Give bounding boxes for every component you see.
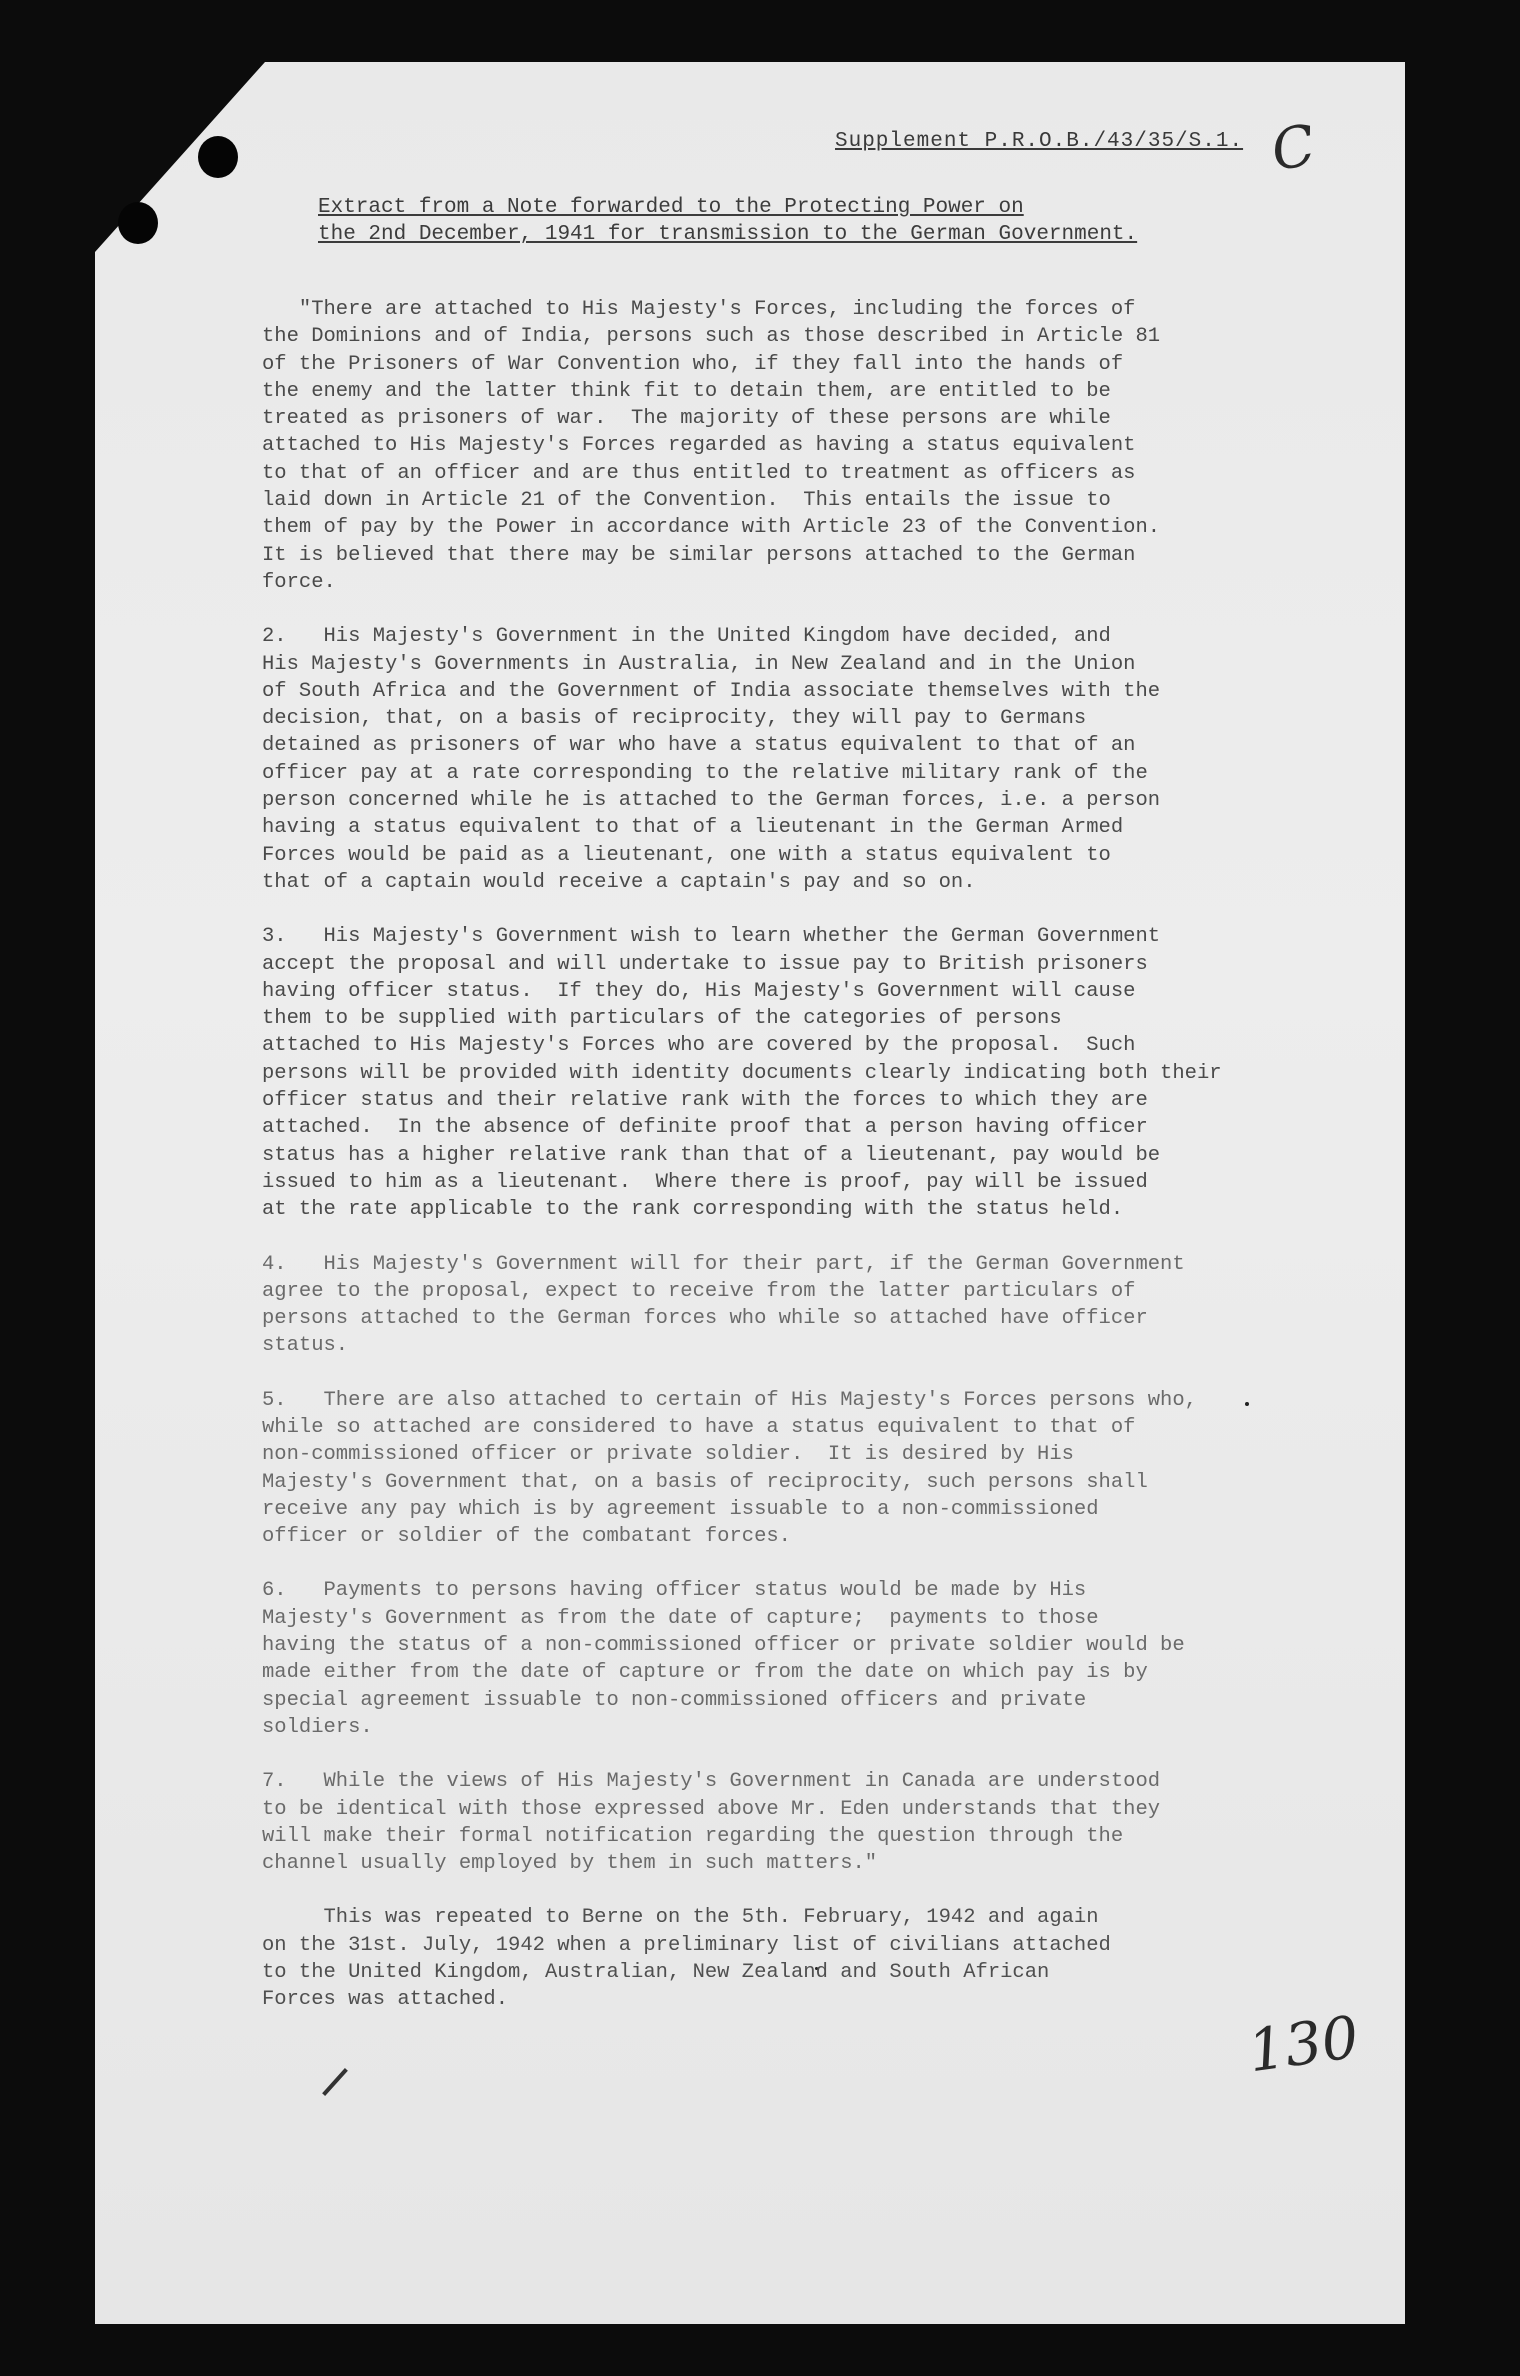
document-reference: Supplement P.R.O.B./43/35/S.1. (835, 130, 1244, 153)
paragraph-3: 3. His Majesty's Government wish to learn whether the German Government accept the proposal and will undertake to issue pay to British prisoners having officer status. If they do, His Majesty's Government will cause them to be supplied with particulars of the categories of persons attached to His Majesty's Forces who are covered by the proposal. Such persons will be provided with identity documents clearly indicating both their officer status and their relative rank with the forces to which they are attached. In the absence of definite proof that a person having officer status has a higher relative rank than that of a lieutenant, pay would be issued to him as a lieutenant. Where there is proof, pay will be issued at the rate applicable to the rank corresponding with the status held. (262, 925, 1222, 1222)
handwritten-initial: C (1266, 112, 1321, 185)
paragraph-5: 5. There are also attached to certain of His Majesty's Forces persons who, while so attached are considered to have a status equivalent to that of non-commissioned officer or private soldier. It is desired by His Majesty's Government that, on a basis of reciprocity, such persons shall receive any pay which is by agreement issuable to a non-commissioned officer or soldier of the combatant forces. (262, 1388, 1197, 1549)
document-body (262, 296, 1352, 2041)
punch-hole (118, 202, 158, 244)
punch-hole (198, 136, 238, 178)
paragraph-1: "There are attached to His Majesty's Forces, including the forces of the Dominions and of India, persons such as those described in Article 81 of the Prisoners of War Convention who, if they fall into the hands of the enemy and the latter think fit to detain them, are entitled to be treated as prisoners of war. The majority of these persons are while attached to His Majesty's Forces regarded as having a status equivalent to that of an officer and are thus entitled to treatment as officers as laid down in Article 21 of the Convention. This entails the issue to them of pay by the Power in accordance with Article 23 of the Convention. It is believed that there may be similar persons attached to the German force. (262, 298, 1161, 594)
paragraph-7: 7. While the views of His Majesty's Government in Canada are understood to be identical with those expressed above Mr. Eden understands that they will make their formal notification regarding the question through the channel usually employed by them in such matters." (262, 1770, 1161, 1876)
paragraph-2: 2. His Majesty's Government in the United Kingdom have decided, and His Majesty's Governments in Australia, in New Zealand and in the Union of South Africa and the Government of India associate themselves with the decision, that, on a basis of reciprocity, they will pay to Germans detained as prisoners of war who have a status equivalent to that of an officer pay at a rate corresponding to the relative military rank of the person concerned while he is attached to the German forces, i.e. a person having a status equivalent to that of a lieutenant in the German Armed Forces would be paid as a lieutenant, one with a status equivalent to that of a captain would receive a captain's pay and so on. (262, 625, 1161, 894)
document-heading: Extract from a Note forwarded to the Protecting Power on the 2nd December, 1941 for transmission to the German Government. (318, 196, 1138, 246)
closing-note: This was repeated to Berne on the 5th. February, 1942 and again on the 31st. July, 1942 when a preliminary list of civilians attached to the United Kingdom, Australian, New Zealand and South African Forces was attached. (262, 1906, 1111, 2012)
page-number: 130 (1243, 2002, 1363, 2086)
paragraph-6: 6. Payments to persons having officer status would be made by His Majesty's Government as from the date of capture; payments to those having the status of a non-commissioned officer or private soldier would be made either from the date of capture or from the date on which pay is by special agreement issuable to non-commissioned officers and private soldiers. (262, 1579, 1185, 1739)
paragraph-4: 4. His Majesty's Government will for their part, if the German Government agree to the proposal, expect to receive from the latter particulars of persons attached to the German forces who while so attached have officer status. (262, 1252, 1185, 1358)
